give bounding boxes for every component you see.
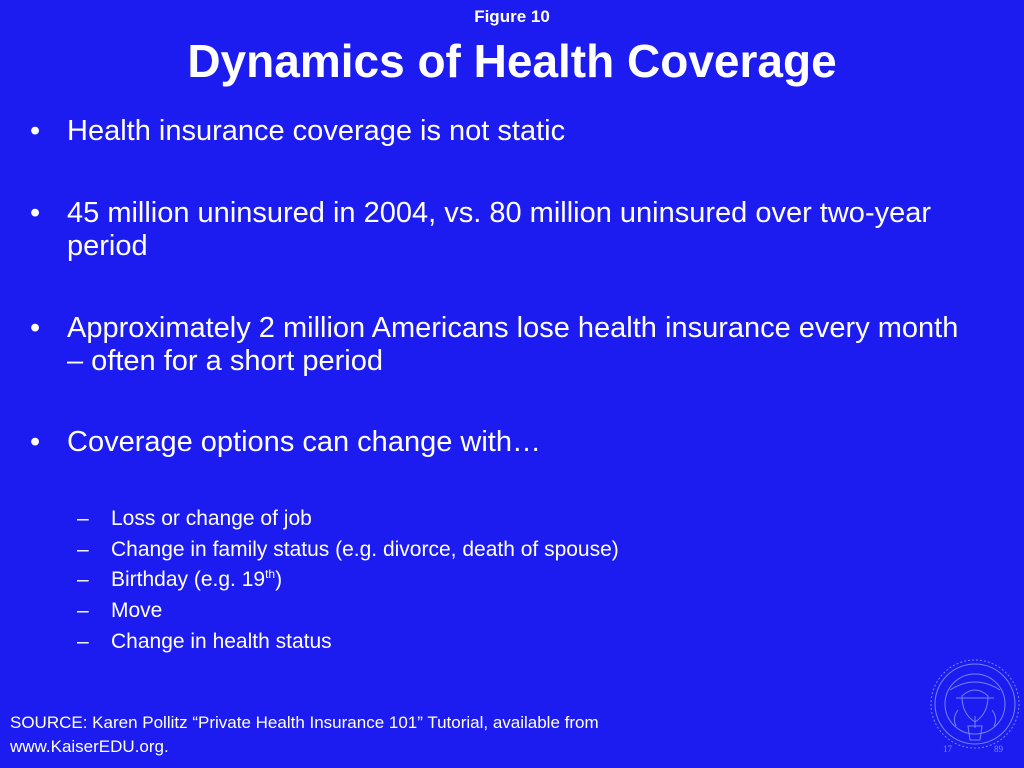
sub-bullet-item (77, 537, 877, 562)
ordinal-suffix: th (265, 567, 276, 581)
bullet-text: 45 million uninsured in 2004, vs. 80 million uninsured over two-year period (67, 197, 932, 262)
bullet-item (30, 426, 960, 459)
sub-bullet-text: Move (111, 599, 163, 622)
bullet-item (30, 197, 960, 263)
seal-year-left: 17 (943, 744, 952, 754)
sub-bullet-text: Change in health status (111, 630, 332, 653)
sub-bullet-item (77, 598, 877, 623)
sub-bullet-text-after: ) (275, 568, 283, 591)
bullet-text: Approximately 2 million Americans lose health insurance every month – often for a short period (67, 312, 959, 377)
sub-bullet-text: Change in family status (e.g. divorce, death of spouse) (111, 538, 619, 561)
source-note: SOURCE: Karen Pollitz “Private Health Insurance 101” Tutorial, available from www.KaiserEDU.org. (10, 713, 599, 756)
bullet-marker: • (30, 115, 41, 147)
sub-bullet-marker: – (77, 630, 89, 653)
seal-year-right: 89 (994, 744, 1003, 754)
bullet-marker: • (30, 197, 41, 229)
bullet-marker: • (30, 426, 41, 458)
sub-bullet-text (111, 567, 282, 592)
figure-label: Figure 10 (474, 7, 550, 26)
sub-bullet-item (77, 567, 877, 592)
sub-bullet-marker: – (77, 538, 89, 561)
bullet-item (30, 312, 960, 378)
bullet-marker: • (30, 312, 41, 344)
sub-bullet-text-main: Birthday (e.g. 19 (111, 568, 266, 591)
sub-bullet-marker: – (77, 507, 89, 530)
sub-bullet-item (77, 629, 877, 654)
bullet-text: Health insurance coverage is not static (67, 115, 566, 147)
bullet-text: Coverage options can change with… (67, 426, 541, 458)
bullet-item (30, 115, 960, 148)
sub-bullet-marker: – (77, 568, 89, 591)
sub-bullet-marker: – (77, 599, 89, 622)
sub-bullet-item (77, 506, 877, 531)
sub-bullet-text: Loss or change of job (111, 507, 312, 530)
university-seal-logo (928, 656, 1022, 756)
page-title: Dynamics of Health Coverage (187, 35, 837, 87)
